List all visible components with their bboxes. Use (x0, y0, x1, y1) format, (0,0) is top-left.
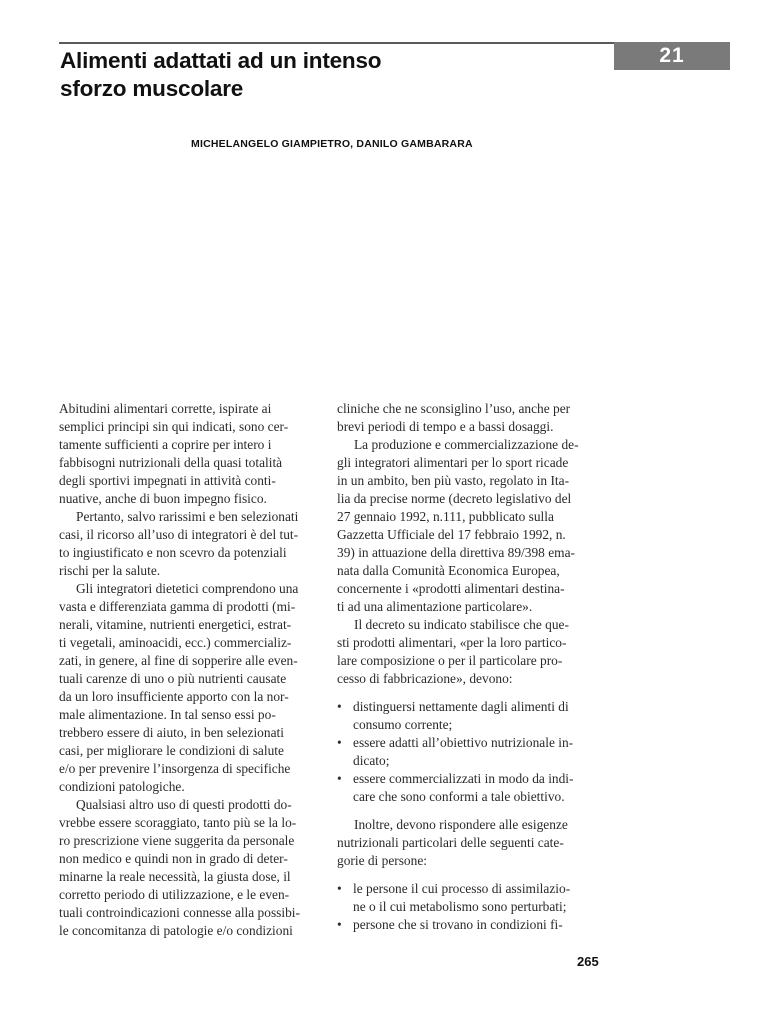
text-line: zati, in genere, al fine di sopperire alle even- (59, 653, 298, 668)
text-line: Qualsiasi altro uso di questi prodotti do- (76, 797, 292, 812)
text-line: semplici principi sin qui indicati, sono cer- (59, 419, 289, 434)
paragraph (337, 616, 597, 688)
bullet-icon: • (337, 917, 342, 932)
text-line: nutrizionali particolari delle seguenti cate- (337, 835, 564, 850)
paragraph (59, 580, 319, 796)
text-line: La produzione e commercializzazione de- (354, 437, 579, 452)
text-line: essere commercializzati in modo da indi- (353, 771, 574, 786)
text-line: le persone il cui processo di assimilazio- (353, 881, 571, 896)
paragraph (59, 508, 319, 580)
chapter-title-line: Alimenti adattati ad un intenso (60, 48, 382, 73)
header-rule (59, 42, 614, 44)
text-line: degli sportivi impegnati in attività conti- (59, 473, 276, 488)
authors: MICHELANGELO GIAMPIETRO, DANILO GAMBARARA (191, 138, 473, 150)
text-line: ro prescrizione viene suggerita da personale (59, 833, 295, 848)
text-line: essere adatti all’obiettivo nutrizionale in- (353, 735, 574, 750)
chapter-title (60, 47, 580, 103)
text-line: Abitudini alimentari corrette, ispirate ai (59, 401, 272, 416)
text-line: cliniche che ne sconsiglino l’uso, anche per (337, 401, 571, 416)
text-line: gorie di persone: (337, 853, 427, 868)
text-line: care che sono conformi a tale obiettivo. (353, 789, 565, 804)
chapter-title-line: sforzo muscolare (60, 76, 244, 101)
text-line: trebbero essere di aiuto, in ben selezionati (59, 725, 284, 740)
list-item (337, 770, 597, 806)
text-line: Gazzetta Ufficiale del 17 febbraio 1992, n. (337, 527, 566, 542)
text-line: Inoltre, devono rispondere alle esigenze (354, 817, 568, 832)
text-line: Gli integratori dietetici comprendono una (76, 581, 299, 596)
paragraph (337, 816, 597, 870)
text-line: casi, per migliorare le condizioni di salute (59, 743, 284, 758)
list-item (337, 734, 597, 770)
text-line: e/o per prevenire l’insorgenza di specifiche (59, 761, 291, 776)
bullet-icon: • (337, 699, 342, 714)
text-line: da un loro insufficiente apporto con la nor- (59, 689, 289, 704)
text-line: ti ad una alimentazione particolare». (337, 599, 533, 614)
text-line: corretto periodo di utilizzazione, e le even- (59, 887, 290, 902)
text-line: nuative, anche di buon impegno fisico. (59, 491, 267, 506)
text-line: to ingiustificato e non scevro da potenziali (59, 545, 287, 560)
paragraph (337, 400, 597, 436)
left-column (59, 400, 319, 940)
text-line: non medico e quindi non in grado di deter- (59, 851, 288, 866)
text-line: tuali carenze di uno o più nutrienti causate (59, 671, 287, 686)
text-line: fabbisogni nutrizionali della quasi totalità (59, 455, 283, 470)
text-line: condizioni patologiche. (59, 779, 185, 794)
text-line: brevi periodi di tempo e a bassi dosaggi. (337, 419, 554, 434)
text-line: nerali, vitamine, nutrienti energetici, estrat- (59, 617, 292, 632)
text-line: in un ambito, ben più vasto, regolato in Ita- (337, 473, 570, 488)
text-line: vasta e differenziata gamma di prodotti (mi- (59, 599, 296, 614)
text-line: rischi per la salute. (59, 563, 161, 578)
text-line: casi, il ricorso all’uso di integratori è del tut- (59, 527, 299, 542)
text-line: ne o il cui metabolismo sono perturbati; (353, 899, 567, 914)
bullet-icon: • (337, 881, 342, 896)
list-item (337, 916, 597, 934)
text-line: cesso di fabbricazione», devono: (337, 671, 513, 686)
text-line: dicato; (353, 753, 390, 768)
text-line: lare composizione o per il particolare pro- (337, 653, 563, 668)
text-line: nata dalla Comunità Economica Europea, (337, 563, 560, 578)
bullet-list (337, 698, 597, 806)
text-line: tuali controindicazioni connesse alla possibi- (59, 905, 300, 920)
chapter-number-badge: 21 (614, 42, 730, 70)
text-line: lia da precise norme (decreto legislativo del (337, 491, 572, 506)
text-line: persone che si trovano in condizioni fi- (353, 917, 563, 932)
text-line: male alimentazione. In tal senso essi po- (59, 707, 276, 722)
paragraph (59, 400, 319, 508)
right-column (337, 400, 597, 934)
text-line: sti prodotti alimentari, «per la loro partico- (337, 635, 567, 650)
text-line: ti vegetali, aminoacidi, ecc.) commercializ- (59, 635, 292, 650)
text-line: concernente i «prodotti alimentari destina- (337, 581, 565, 596)
text-line: Il decreto su indicato stabilisce che que- (354, 617, 569, 632)
text-line: 27 gennaio 1992, n.111, pubblicato sulla (337, 509, 554, 524)
text-line: vrebbe essere scoraggiato, tanto più se la lo- (59, 815, 297, 830)
text-line: Pertanto, salvo rarissimi e ben selezionati (76, 509, 299, 524)
paragraph (337, 436, 597, 616)
bullet-icon: • (337, 735, 342, 750)
list-item (337, 698, 597, 734)
text-line: 39) in attuazione della direttiva 89/398 ema- (337, 545, 575, 560)
text-line: consumo corrente; (353, 717, 453, 732)
text-line: gli integratori alimentari per lo sport ricade (337, 455, 569, 470)
text-line: distinguersi nettamente dagli alimenti di (353, 699, 569, 714)
bullet-list (337, 880, 597, 934)
page-number: 265 (577, 954, 599, 969)
paragraph (59, 796, 319, 940)
bullet-icon: • (337, 771, 342, 786)
list-item (337, 880, 597, 916)
text-line: le concomitanza di patologie e/o condizioni (59, 923, 293, 938)
text-line: minarne la reale necessità, la giusta dose, il (59, 869, 291, 884)
text-line: tamente sufficienti a coprire per intero i (59, 437, 272, 452)
